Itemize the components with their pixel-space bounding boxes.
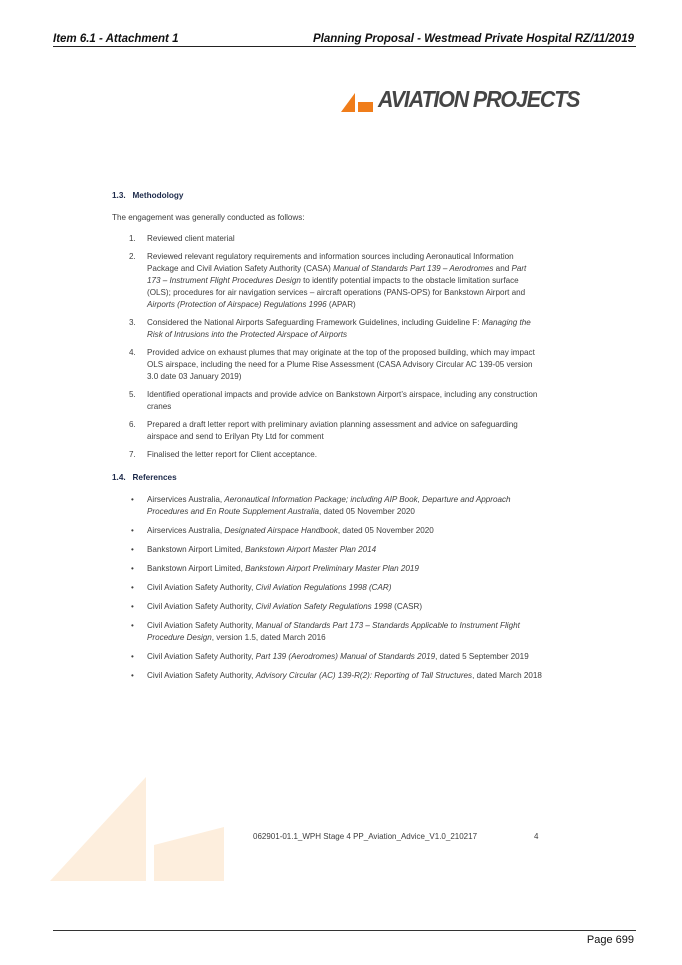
list-item-italic: Airports (Protection of Airspace) Regulations 1996: [147, 300, 327, 309]
list-item-text: to identify potential impacts to the obstacle limitation surface (OLS); procedures for air navigation services – aircraft operations (PANS-OPS) for Bankstown Airport and: [147, 276, 526, 297]
bullet: •: [131, 671, 134, 680]
list-number: 4.: [129, 348, 136, 357]
reference-text: Bankstown Airport Limited,: [147, 564, 246, 573]
logo-wordmark: AVIATION PROJECTS: [378, 86, 580, 112]
reference-text: , dated March 2018: [472, 671, 542, 680]
list-item-italic: Part 173 – Instrument Flight Procedures Design: [147, 264, 527, 285]
reference-title: Civil Aviation Safety Regulations 1998: [255, 602, 392, 611]
list-item: [112, 582, 542, 594]
list-item: [112, 494, 542, 518]
reference-text: Civil Aviation Safety Authority,: [147, 583, 256, 592]
header-attachment-label: Item 6.1 - Attachment 1: [53, 33, 179, 45]
footer-page-label: Page 699: [586, 934, 634, 946]
list-number: 2.: [129, 252, 136, 261]
list-item: [112, 525, 542, 537]
list-item-text: Considered the National Airports Safeguarding Framework Guidelines, including Guideline F:: [147, 318, 482, 327]
references-list: [112, 494, 542, 682]
header-rule: [53, 46, 636, 47]
reference-text: , dated 5 September 2019: [435, 652, 529, 661]
list-item-text: (APAR): [326, 300, 356, 309]
reference-title: Part 139 (Aerodromes) Manual of Standards 2019: [255, 652, 436, 661]
reference-text: (CASR): [391, 602, 423, 611]
bullet: •: [131, 621, 134, 630]
reference-title: Civil Aviation Regulations 1998 (CAR): [255, 583, 392, 592]
reference-text: , dated 05 November 2020: [337, 526, 434, 535]
list-number: 3.: [129, 318, 136, 327]
logo-watermark-icon: [50, 775, 230, 883]
list-item-text: Provided advice on exhaust plumes that may originate at the top of the proposed building, which may impact OLS airspace, including the need for a Plume Rise Assessment (CASA Advisory Circular AC 139-05 version 3.0 date 03 January 2019): [147, 348, 535, 381]
aviation-projects-logo: [340, 84, 610, 114]
methodology-intro: The engagement was generally conducted as follows:: [112, 213, 305, 222]
list-number: 1.: [129, 234, 136, 243]
methodology-heading: 1.3. Methodology: [112, 191, 184, 200]
list-item: [112, 601, 542, 613]
bullet: •: [131, 652, 134, 661]
reference-text: Bankstown Airport Limited,: [147, 545, 246, 554]
list-number: 6.: [129, 420, 136, 429]
bullet: •: [131, 602, 134, 611]
document-body: [112, 190, 542, 689]
list-item-italic: Manual of Standards Part 139 – Aerodromes: [333, 264, 494, 273]
list-item: [112, 317, 542, 341]
list-item: [112, 670, 542, 682]
bullet: •: [131, 564, 134, 573]
document-page-number: 4: [534, 832, 539, 841]
reference-text: Airservices Australia,: [147, 495, 225, 504]
list-item: [112, 449, 542, 461]
list-number: 7.: [129, 450, 136, 459]
header-document-title: Planning Proposal - Westmead Private Hospital RZ/11/2019: [312, 33, 634, 45]
reference-text: Civil Aviation Safety Authority,: [147, 621, 256, 630]
list-item: [112, 389, 542, 413]
reference-title: Bankstown Airport Master Plan 2014: [245, 545, 377, 554]
list-item: [112, 651, 542, 663]
reference-text: Civil Aviation Safety Authority,: [147, 671, 256, 680]
list-item-text: and: [493, 264, 512, 273]
list-item-italic: Managing the Risk of Intrusions into the Protected Airspace of Airports: [147, 318, 531, 339]
list-item: [112, 620, 542, 644]
aviation-projects-logo-icon: [340, 90, 376, 114]
methodology-list: [112, 233, 542, 461]
reference-text: Airservices Australia,: [147, 526, 225, 535]
list-item-text: Reviewed relevant regulatory requirements and information sources including Aeronautical Information Package and Civil Aviation Safety Authority (CASA): [147, 252, 514, 273]
list-item-text: Prepared a draft letter report with preliminary aviation planning assessment and advice on safeguarding airspace and send to Erilyan Pty Ltd for comment: [147, 420, 518, 441]
reference-title: Advisory Circular (AC) 139-R(2): Reporting of Tall Structures: [255, 671, 473, 680]
reference-title: Designated Airspace Handbook: [224, 526, 338, 535]
reference-text: , dated 05 November 2020: [319, 507, 415, 516]
references-heading: 1.4. References: [112, 473, 177, 482]
reference-text: Civil Aviation Safety Authority,: [147, 652, 256, 661]
list-item-text: Reviewed client material: [147, 234, 235, 243]
list-item: [112, 233, 542, 245]
list-item: [112, 251, 542, 311]
bullet: •: [131, 495, 134, 504]
list-item: [112, 563, 542, 575]
bullet: •: [131, 526, 134, 535]
list-item-text: Identified operational impacts and provide advice on Bankstown Airport’s airspace, including any construction cranes: [147, 390, 538, 411]
footer-rule: [53, 930, 636, 931]
list-item: [112, 544, 542, 556]
document-reference-code: 062901-01.1_WPH Stage 4 PP_Aviation_Advice_V1.0_210217: [253, 832, 478, 841]
reference-title: Aeronautical Information Package; including AIP Book, Departure and Approach Procedures and En Route Supplement Australia: [147, 495, 511, 516]
list-item: [112, 419, 542, 443]
reference-title: Manual of Standards Part 173 – Standards Applicable to Instrument Flight Procedure Design: [147, 621, 520, 642]
list-item: [112, 347, 542, 383]
bullet: •: [131, 583, 134, 592]
reference-text: Civil Aviation Safety Authority,: [147, 602, 256, 611]
list-number: 5.: [129, 390, 136, 399]
list-item-text: Finalised the letter report for Client acceptance.: [147, 450, 318, 459]
reference-text: , version 1.5, dated March 2016: [211, 633, 326, 642]
reference-title: Bankstown Airport Preliminary Master Plan 2019: [245, 564, 419, 573]
bullet: •: [131, 545, 134, 554]
